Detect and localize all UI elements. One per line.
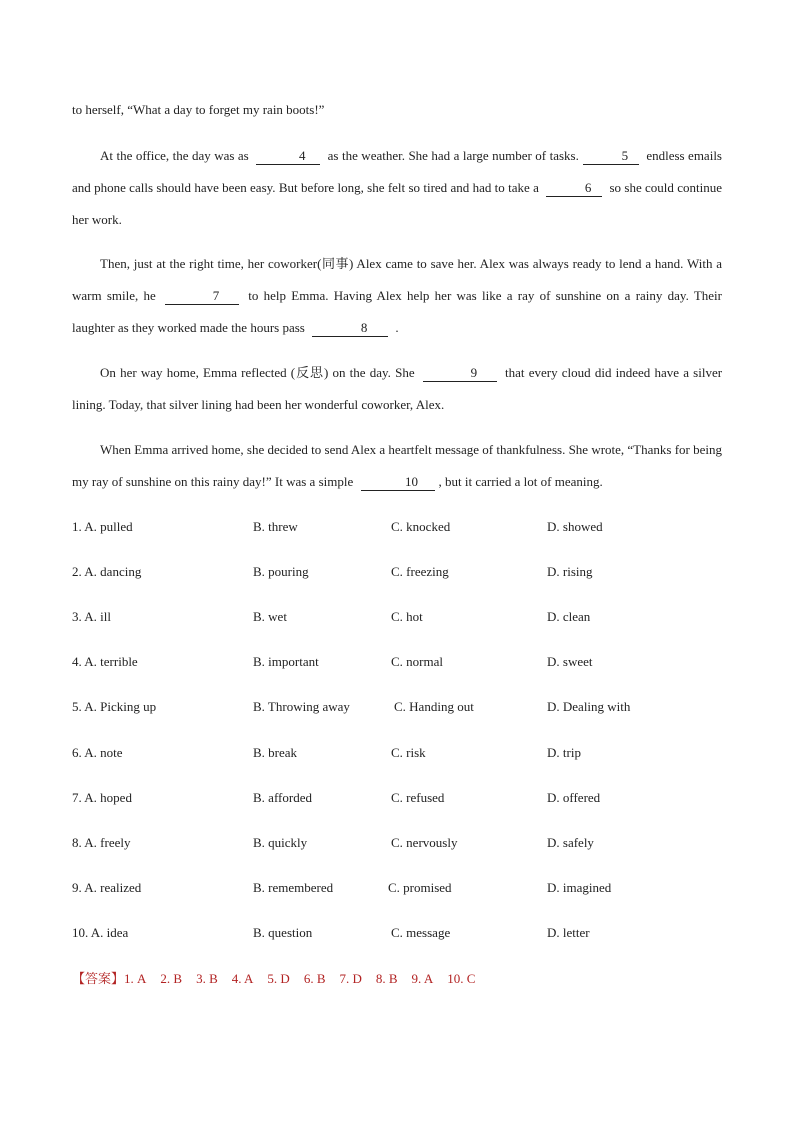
question-options-2 (72, 564, 722, 584)
option-d: D. rising (547, 564, 593, 579)
option-b: B. quickly (253, 835, 308, 850)
option-b: B. afforded (253, 790, 312, 805)
option-b: B. threw (253, 519, 298, 534)
passage-paragraph-4: When Emma arrived home, she decided to send Alex a heartfelt message of thankfulness. She wrote, “Thanks for being my ray of sunshine on this rainy day!” It was a simple 10 , but it carried a lot of meaning. (72, 442, 722, 489)
option-c: C. promised (388, 880, 452, 895)
option-b: B. question (253, 925, 313, 940)
question-options-3 (72, 609, 722, 629)
option-c: C. hot (391, 609, 423, 624)
option-c: C. refused (391, 790, 445, 805)
passage-paragraph-1: At the office, the day was as 4 as the weather. She had a large number of tasks. 5 endless emails and phone calls should have been easy. But before long, she felt so tired and had to take a 6 so she could continue her work. (72, 148, 722, 227)
answer-item: 10. C (447, 971, 476, 986)
option-d: D. trip (547, 745, 581, 760)
answer-item: 2. B (160, 971, 183, 986)
option-b: B. wet (253, 609, 287, 624)
option-c: C. nervously (391, 835, 458, 850)
blank-6: 6 (546, 180, 602, 197)
passage-paragraph-2: Then, just at the right time, her coworker(同事) Alex came to save her. Alex was always ready to lend a hand. With a warm smile, he 7 to help Emma. Having Alex help her was like a ray of sunshine on a rainy day. Their laughter as they worked made the hours pass 8 . (72, 256, 722, 335)
option-a: 4. A. terrible (72, 654, 138, 669)
option-d: D. imagined (547, 880, 612, 895)
option-d: D. clean (547, 609, 591, 624)
option-a: 5. A. Picking up (72, 699, 157, 714)
option-b: B. important (253, 654, 319, 669)
question-options-1 (72, 519, 722, 539)
answer-item: 3. B (196, 971, 218, 986)
option-a: 1. A. pulled (72, 519, 133, 534)
option-d: D. sweet (547, 654, 593, 669)
blank-10: 10 (361, 474, 435, 491)
option-a: 3. A. ill (72, 609, 112, 624)
option-b: B. remembered (253, 880, 334, 895)
option-b: B. break (253, 745, 298, 760)
blank-5: 5 (583, 148, 639, 165)
question-options-6 (72, 745, 722, 765)
passage-fragment: to herself, “What a day to forget my rain boots!” (72, 102, 325, 117)
answer-tag: 【答案】 (72, 971, 125, 986)
answer-key (72, 968, 489, 987)
question-options-10 (72, 925, 722, 945)
answer-item: 8. B (375, 971, 398, 986)
passage-paragraph-3: On her way home, Emma reflected (反思) on the day. She 9 that every cloud did indeed have a silver lining. Today, that silver lining had been her wonderful coworker, Alex. (72, 365, 723, 412)
answer-item: 1. A (124, 971, 147, 986)
answer-item: 6. B (303, 971, 326, 986)
question-options-4 (72, 654, 722, 674)
option-c: C. normal (391, 654, 443, 669)
question-options-7 (72, 790, 722, 810)
question-options-8 (72, 835, 722, 855)
option-c: C. Handing out (394, 699, 474, 714)
option-c: C. message (391, 925, 451, 940)
option-d: D. letter (547, 925, 590, 940)
option-c: C. knocked (391, 519, 451, 534)
option-b: B. Throwing away (253, 699, 350, 714)
option-a: 9. A. realized (72, 880, 142, 895)
option-c: C. freezing (391, 564, 449, 579)
blank-8: 8 (312, 320, 388, 337)
question-options-5 (72, 699, 722, 719)
blank-9: 9 (423, 365, 497, 382)
option-a: 7. A. hoped (72, 790, 132, 805)
answer-item: 7. D (339, 971, 362, 986)
option-c: C. risk (391, 745, 426, 760)
option-d: D. showed (547, 519, 603, 534)
blank-7: 7 (165, 288, 239, 305)
option-d: D. offered (547, 790, 601, 805)
question-options-9 (72, 880, 722, 900)
option-d: D. Dealing with (547, 699, 631, 714)
option-a: 2. A. dancing (72, 564, 142, 579)
option-b: B. pouring (253, 564, 309, 579)
option-a: 6. A. note (72, 745, 123, 760)
option-a: 8. A. freely (72, 835, 131, 850)
answer-item: 5. D (267, 971, 290, 986)
answer-item: 4. A (231, 971, 254, 986)
option-d: D. safely (547, 835, 594, 850)
option-a: 10. A. idea (72, 925, 129, 940)
blank-4: 4 (256, 148, 320, 165)
answer-item: 9. A (411, 971, 434, 986)
